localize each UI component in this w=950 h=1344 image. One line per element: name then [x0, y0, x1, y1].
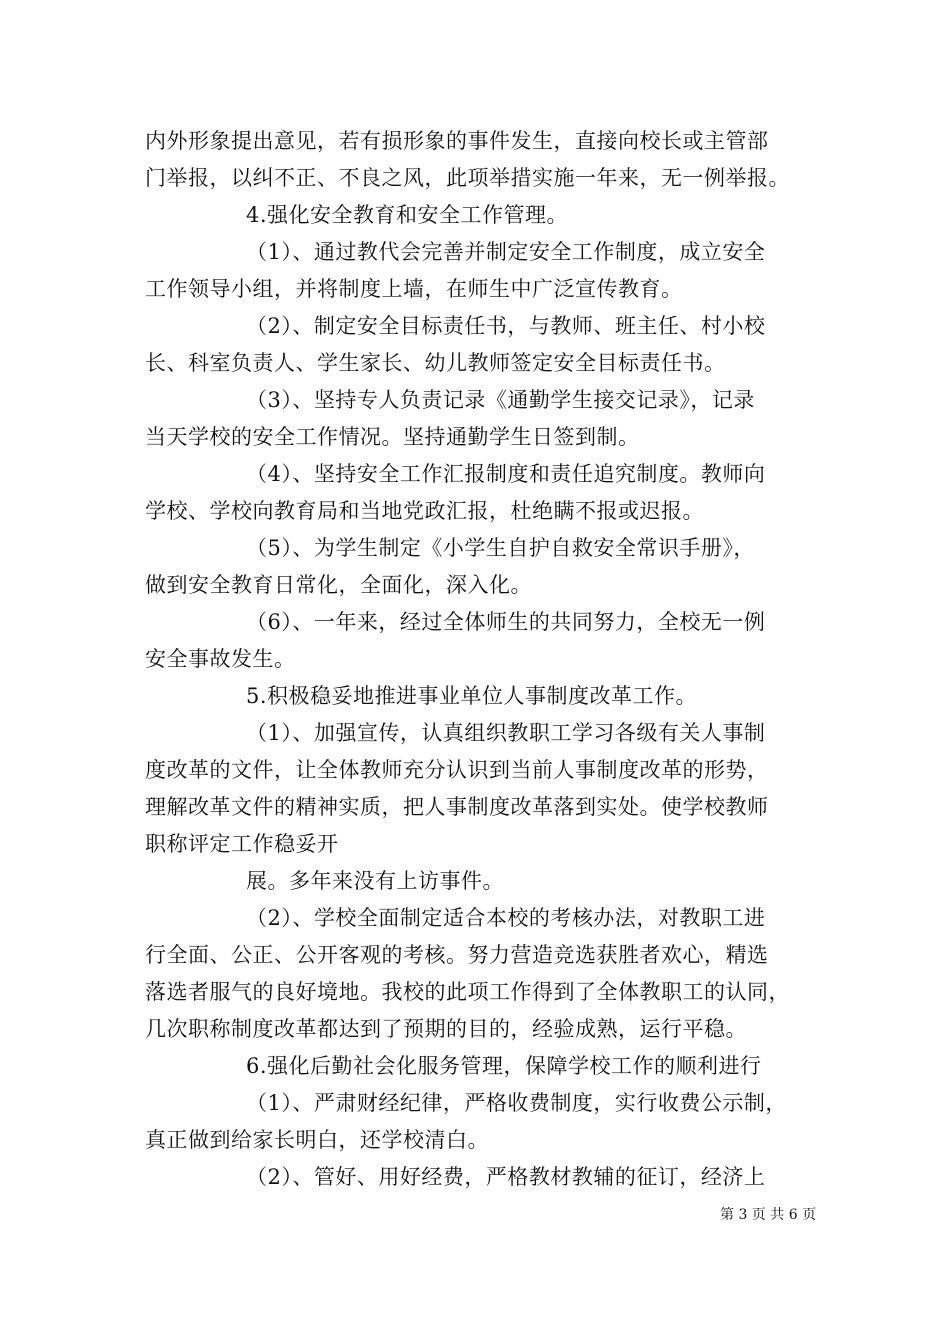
text-line: 安全事故发生。 — [145, 647, 296, 671]
text-line: 学校、学校向教育局和当地党政汇报，杜绝瞒不报或迟报。 — [145, 499, 704, 523]
text-line: 内外形象提出意见，若有损形象的事件发生，直接向校长或主管部 — [145, 129, 769, 153]
text-line: 真正做到给家长明白，还学校清白。 — [145, 1128, 489, 1152]
text-line: 门举报，以纠不正、不良之风，此项举措实施一年来，无一例举报。 — [145, 166, 790, 190]
text-line: （4）、坚持安全工作汇报制度和责任追究制度。教师向 — [246, 462, 766, 486]
text-line: 职称评定工作稳妥开 — [145, 832, 339, 856]
text-line: 做到安全教育日常化，全面化，深入化。 — [145, 573, 532, 597]
section-heading: 5.积极稳妥地推进事业单位人事制度改革工作。 — [246, 684, 698, 708]
text-line: （2）、学校全面制定适合本校的考核办法，对教职工进 — [246, 906, 766, 930]
text-line: 落选者服气的良好境地。我校的此项工作得到了全体教职工的认同， — [145, 980, 790, 1004]
text-line: （3）、坚持专人负责记录《通勤学生接交记录》，记录 — [246, 388, 755, 412]
text-line: （2）、制定安全目标责任书，与教师、班主任、村小校 — [246, 314, 766, 338]
section-heading: 6.强化后勤社会化服务管理，保障学校工作的顺利进行 — [246, 1054, 762, 1078]
text-line: （6）、一年来，经过全体师生的共同努力，全校无一例 — [246, 610, 766, 634]
page-number: 第 3 页 共 6 页 — [720, 1207, 817, 1223]
text-line: 理解改革文件的精神实质，把人事制度改革落到实处。使学校教师 — [145, 795, 769, 819]
text-line: 工作领导小组，并将制度上墙，在师生中广泛宣传教育。 — [145, 277, 683, 301]
text-line: （1）、通过教代会完善并制定安全工作制度，成立安全 — [246, 240, 766, 264]
text-line: 几次职称制度改革都达到了预期的目的，经验成熟，运行平稳。 — [145, 1017, 747, 1041]
text-line: 展。多年来没有上访事件。 — [246, 869, 504, 893]
text-line: 当天学校的安全工作情况。坚持通勤学生日签到制。 — [145, 425, 640, 449]
text-line: （1）、严肃财经纪律，严格收费制度，实行收费公示制， — [246, 1091, 787, 1115]
text-line: 长、科室负责人、学生家长、幼儿教师签定安全目标责任书。 — [145, 351, 726, 375]
text-line: （1）、加强宣传，认真组织教职工学习各级有关人事制 — [246, 721, 766, 745]
text-line: （5）、为学生制定《小学生自护自救安全常识手册》， — [246, 536, 755, 560]
section-heading: 4.强化安全教育和安全工作管理。 — [246, 203, 569, 227]
text-line: 行全面、公正、公开客观的考核。努力营造竞选获胜者欢心，精选 — [145, 943, 769, 967]
text-line: 度改革的文件，让全体教师充分认识到当前人事制度改革的形势， — [145, 758, 769, 782]
text-line: （2）、管好、用好经费，严格教材教辅的征订，经济上 — [246, 1165, 766, 1189]
